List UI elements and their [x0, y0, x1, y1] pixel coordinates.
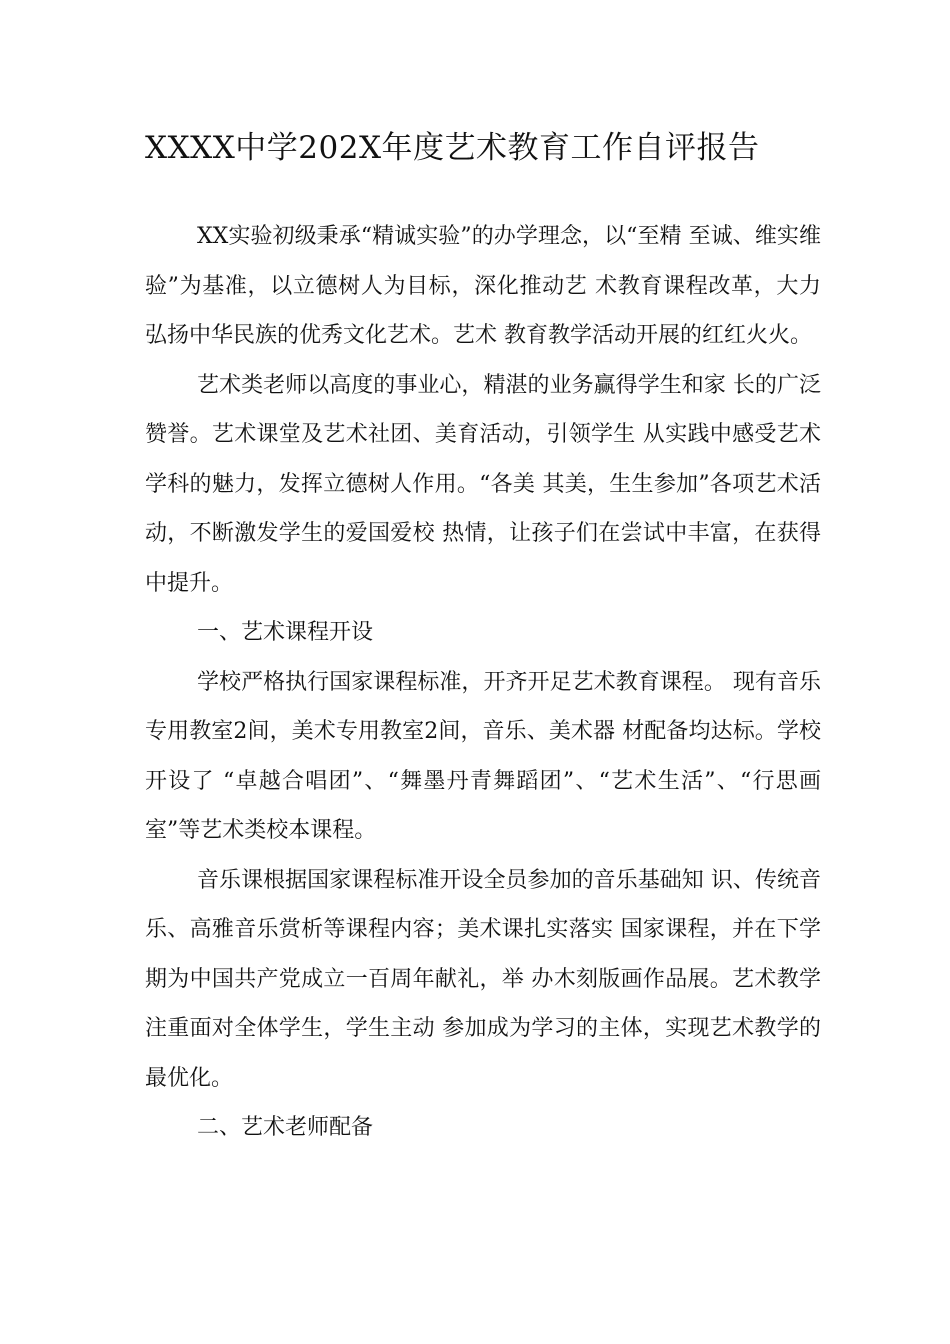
paragraph-intro: XX实验初级秉承“精诚实验”的办学理念，以“至精 至诚、维实维验”为基准，以立德树人为目标，深化推动艺 术教育课程改革，大力弘扬中华民族的优秀文化艺术。艺术 教育教学活动开展的红红火火。	[145, 224, 821, 348]
paragraph-courses: 学校严格执行国家课程标准，开齐开足艺术教育课程。 现有音乐专用教室2间，美术专用教室2间，音乐、美术器 材配备均达标。学校开设了 “卓越合唱团”、“舞墨丹青舞蹈团”、“艺术生活”、“行思画室”等艺术类校本课程。	[145, 669, 821, 843]
document-title: XXXX中学202X年度艺术教育工作自评报告	[145, 130, 760, 166]
paragraph-teachers: 艺术类老师以高度的事业心，精湛的业务赢得学生和家 长的广泛赞誉。艺术课堂及艺术社团、美育活动，引领学生 从实践中感受艺术学科的魅力，发挥立德树人作用。“各美 其美，生生参加”各项艺术活动，不断激发学生的爱国爱校 热情，让孩子们在尝试中丰富，在获得中提升。	[145, 372, 821, 596]
document-body	[145, 212, 821, 1153]
paragraph-music-art: 音乐课根据国家课程标准开设全员参加的音乐基础知 识、传统音乐、高雅音乐赏析等课程内容；美术课扎实落实 国家课程，并在下学期为中国共产党成立一百周年献礼，举 办木刻版画作品展。艺术教学注重面对全体学生，学生主动 参加成为学习的主体，实现艺术教学的最优化。	[145, 867, 821, 1091]
section-heading-courses: 一、艺术课程开设	[197, 620, 374, 645]
section-heading-staff: 二、艺术老师配备	[197, 1115, 374, 1140]
